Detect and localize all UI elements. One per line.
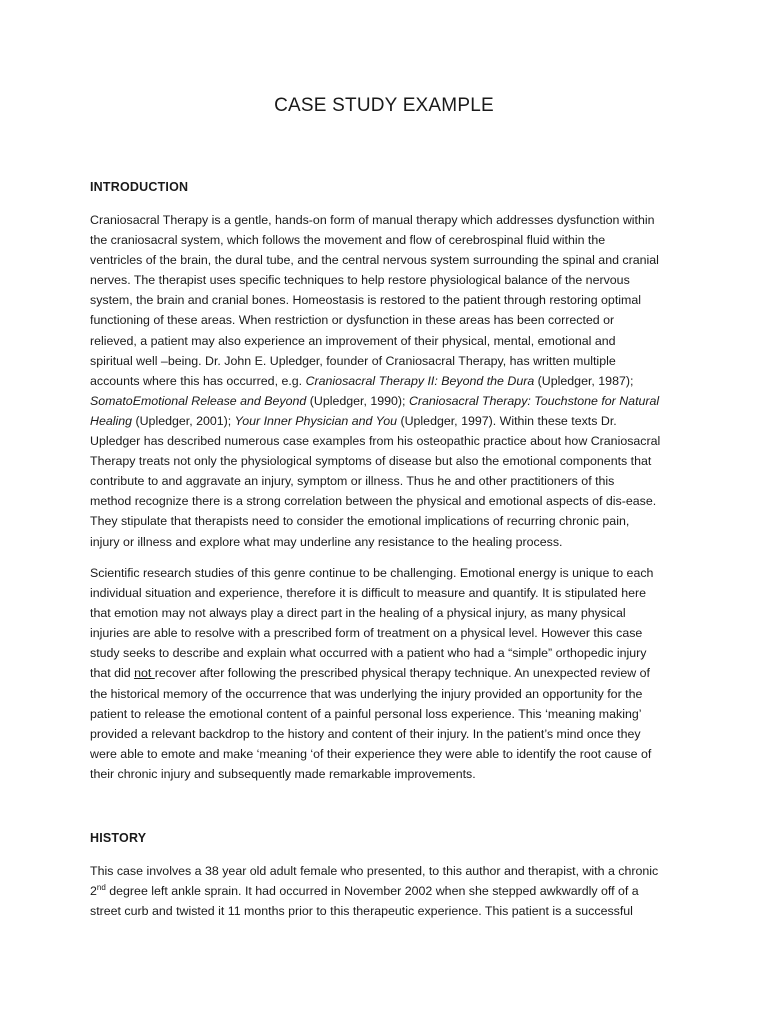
text-line: method recognize there is a strong correlation between the physical and emotional aspects of dis-ease.: [90, 494, 657, 509]
text-line: that did not recover after following the prescribed physical therapy technique. An unexpected review of: [90, 666, 650, 681]
document-title: CASE STUDY EXAMPLE: [274, 95, 494, 116]
text-line: contribute to and aggravate an injury, symptom or illness. Thus he and other practitioners of this: [90, 474, 615, 489]
text-line: individual situation and experience, therefore it is difficult to measure and quantify. It is stipulated here: [90, 586, 647, 601]
text-line: Scientific research studies of this genre continue to be challenging. Emotional energy is unique to each: [90, 566, 654, 580]
introduction-paragraph-1: [90, 210, 690, 552]
introduction-heading: INTRODUCTION: [90, 180, 189, 194]
ordinal-suffix: nd: [96, 882, 106, 892]
text-line: system, the brain and cranial bones. Homeostasis is restored to the patient through restoring optimal: [90, 293, 641, 308]
text-line: street curb and twisted it 11 months prior to this therapeutic experience. This patient is a successful: [90, 904, 633, 919]
text-line: that emotion may not always play a direct part in the healing of a physical injury, as many physical: [90, 606, 626, 621]
text-line: relieved, a patient may also experience an improvement of their physical, mental, emotional and: [90, 333, 616, 348]
text-line: They stipulate that therapists need to consider the emotional implications of recurring chronic pain,: [90, 514, 630, 529]
text-line: patient to release the emotional content of a painful personal loss experience. This ‘meaning making’: [90, 706, 642, 721]
text-line: This case involves a 38 year old adult female who presented, to this author and therapist, with a chronic: [90, 864, 659, 878]
text-line: Therapy treats not only the physiological symptoms of disease but also the emotional components that: [90, 454, 652, 469]
book-title: Craniosacral Therapy: Touchstone for Natural: [408, 393, 660, 408]
emphasized-word: not: [134, 666, 155, 681]
text-line: 2nd degree left ankle sprain. It had occurred in November 2002 when she stepped awkwardly off of a: [90, 882, 639, 899]
text-line: study seeks to describe and explain what occurred with a patient who had a “simple” orthopedic injury: [90, 646, 647, 661]
book-title: Healing: [90, 413, 133, 428]
text-line: spiritual well –being. Dr. John E. Upledger, founder of Craniosacral Therapy, has written multiple: [90, 353, 616, 368]
text-line: ventricles of the brain, the dural tube, and the central nervous system surrounding the spinal and cranial: [90, 253, 659, 268]
text-line: were able to emote and make ‘meaning ‘of their experience they were able to identify the root cause of: [90, 746, 652, 761]
book-title: SomatoEmotional Release and Beyond: [90, 393, 307, 408]
introduction-heading-block: [90, 180, 690, 194]
introduction-paragraph-2: [90, 563, 690, 784]
text-line: SomatoEmotional Release and Beyond (Upledger, 1990); Craniosacral Therapy: Touchstone for Natural: [90, 393, 660, 408]
history-heading: HISTORY: [90, 831, 147, 845]
text-line: nerves. The therapist uses specific techniques to help restore physiological balance of the nervous: [90, 273, 630, 288]
history-heading-block: [90, 831, 690, 845]
text-line: injury or illness and explore what may underline any resistance to the healing process.: [90, 534, 563, 549]
text-line: their chronic injury and subsequently made remarkable improvements.: [90, 766, 476, 781]
book-title: Your Inner Physician and You: [234, 413, 398, 428]
text-line: accounts where this has occurred, e.g. Craniosacral Therapy II: Beyond the Dura (Upledger, 1987);: [90, 373, 634, 388]
text-line: Healing (Upledger, 2001); Your Inner Physician and You (Upledger, 1997). Within these texts Dr.: [90, 413, 617, 428]
text-line: provided a relevant backdrop to the history and content of their injury. In the patient’s mind once they: [90, 726, 641, 741]
text-line: functioning of these areas. When restriction or dysfunction in these areas has been corrected or: [90, 313, 615, 328]
text-line: injuries are able to resolve with a prescribed form of treatment on a physical level. However this case: [90, 626, 643, 641]
text-line: the historical memory of the occurrence that was underlying the injury provided an opportunity for the: [90, 686, 643, 701]
book-title: Craniosacral Therapy II: Beyond the Dura: [305, 373, 535, 388]
text-line: Craniosacral Therapy is a gentle, hands-on form of manual therapy which addresses dysfunction within: [90, 213, 655, 227]
text-line: Upledger has described numerous case examples from his osteopathic practice about how Craniosacral: [90, 434, 661, 449]
history-paragraph: [90, 861, 690, 921]
text-line: the craniosacral system, which follows the movement and flow of cerebrospinal fluid within the: [90, 233, 606, 248]
